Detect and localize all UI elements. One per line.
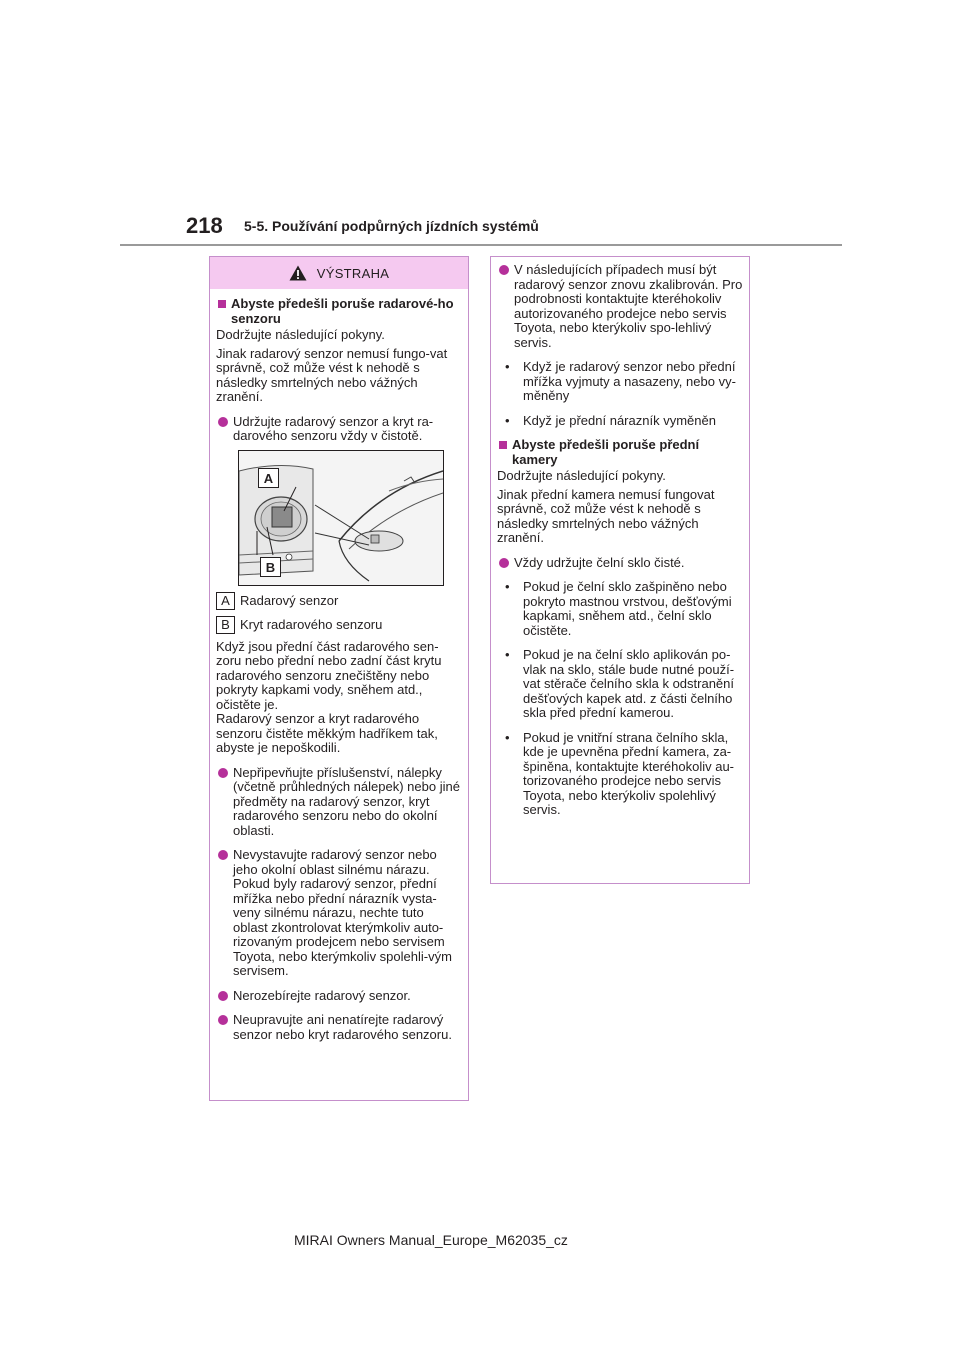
bullet-text: Nevystavujte radarový senzor nebo jeho okolní oblast silnému nárazu. Pokud byly radarový senzor, přední mřížka nebo přední nárazník vysta-veny silnému nárazu, nechte tuto oblast zkontrolovat kterýmkoliv auto-rizovaným prodejcem nebo servisem Toyota, nebo kterýmkoliv spolehli-vým servisem. (233, 847, 452, 978)
small-bullet: • (505, 412, 510, 428)
paragraph: Radarový senzor a kryt radarového senzoru čistěte měkkým hadříkem tak, abyste je nepoškodili. (216, 711, 438, 755)
bullet-text: V následujících případech musí být radarový senzor znovu zkalibrován. Pro podrobnosti kontaktujte kteréhokoliv autorizovaného prodejce nebo servis Toyota, nebo kterýkoliv spo-lehlivý servis. (514, 262, 743, 350)
warning-content-left-2 (210, 592, 468, 1043)
list-text: Když je radarový senzor nebo přední mřížka vyjmuty a nasazeny, nebo vy-měněny (523, 359, 736, 403)
paragraph: Dodržujte následující pokyny. (216, 327, 385, 342)
warning-content-right (491, 257, 749, 818)
warning-header (210, 257, 468, 289)
warning-box-right (490, 256, 750, 884)
square-bullet-icon (499, 441, 507, 449)
small-bullet: • (505, 647, 510, 662)
bullet-item (497, 556, 743, 571)
legend-a-text: Radarový senzor (240, 593, 339, 608)
list-text: Pokud je na čelní sklo aplikován po-vlak na sklo, stále bude nutné použí-vat stěrače čelního skla k odstranění dešťových kapek atd. z části čelního skla před přední kamerou. (523, 647, 735, 720)
warning-triangle-icon (289, 265, 307, 281)
page-number: 218 (186, 213, 223, 238)
dot-list-item (497, 731, 743, 818)
paragraph: Když jsou přední část radarového sen-zoru nebo přední nebo zadní část krytu radarového senzoru znečištěny nebo pokryty kapkami vody, sněhem atd., očistěte je. (216, 638, 442, 712)
small-bullet: • (505, 579, 510, 594)
bullet-item (497, 263, 743, 350)
header-rule (120, 244, 842, 246)
legend-a (216, 592, 462, 610)
dot-list-item (497, 360, 743, 404)
subheading-radar-text: Abyste předešli poruše radarové-ho senzoru (231, 296, 454, 326)
round-bullet-icon (218, 991, 228, 1001)
legend-a-box: A (216, 592, 235, 610)
list-text: Pokud je vnitřní strana čelního skla, kde je upevněna přední kamera, za-špiněna, kontaktujte kteréhokoliv au-torizovaného prodejce nebo servis Toyota, nebo kterýkoliv spolehlivý servis. (523, 729, 735, 817)
dot-list-item (497, 580, 743, 638)
square-bullet-icon (218, 300, 226, 308)
bullet-text: Udržujte radarový senzor a kryt ra-darového senzoru vždy v čistotě. (233, 413, 434, 443)
section-title: 5-5. Používání podpůrných jízdních systémů (244, 218, 539, 234)
dot-list-item (497, 414, 743, 429)
legend-b (216, 616, 462, 634)
round-bullet-icon (218, 768, 228, 778)
subheading-radar (216, 297, 462, 326)
bullet-text: Neupravujte ani nenatírejte radarový senzor nebo kryt radarového senzoru. (233, 1012, 452, 1042)
footer-text: MIRAI Owners Manual_Europe_M62035_cz (294, 1232, 568, 1248)
bullet-item (216, 848, 462, 979)
bullet-item (216, 766, 462, 839)
figure-label-a-box: A (258, 468, 279, 488)
bullet-text: Nepřipevňujte příslušenství, nálepky (včetně průhledných nálepek) nebo jiné předměty na radarový senzor, kryt radarového senzoru nebo do okolní oblasti. (233, 764, 460, 838)
warning-title: VÝSTRAHA (316, 265, 390, 281)
bullet-item (216, 1013, 462, 1042)
warning-box-left (209, 256, 469, 1101)
round-bullet-icon (499, 265, 509, 275)
round-bullet-icon (499, 558, 509, 568)
list-text: Pokud je čelní sklo zašpiněno nebo pokryto mastnou vrstvou, dešťovými kapkami, sněhem atd., čelní sklo očistěte. (523, 579, 732, 638)
paragraph: Jinak radarový senzor nemusí fungo-vat správně, což může vést k nehodě s následky smrtelných nebo vážných zranění. (216, 345, 448, 404)
dot-list-item (497, 648, 743, 721)
bullet-text: Vždy udržujte čelní sklo čisté. (514, 554, 685, 570)
figure-label-b-box: B (260, 557, 281, 577)
bullet-item (216, 989, 462, 1004)
round-bullet-icon (218, 850, 228, 860)
small-bullet: • (505, 359, 510, 374)
legend-b-box: B (216, 616, 235, 634)
round-bullet-icon (218, 417, 228, 427)
small-bullet: • (505, 729, 510, 745)
round-bullet-icon (218, 1015, 228, 1025)
list-text: Když je přední nárazník vyměněn (523, 412, 716, 428)
warning-content-left (210, 289, 468, 586)
subheading-camera (497, 438, 743, 467)
subheading-camera-text: Abyste předešli poruše přední kamery (512, 437, 700, 467)
paragraph: Dodržujte následující pokyny. (497, 468, 666, 483)
bullet-text: Nerozebírejte radarový senzor. (233, 987, 411, 1003)
bullet-item (216, 415, 462, 444)
paragraph: Jinak přední kamera nemusí fungovat správně, což může vést k nehodě s následky smrtelných nebo vážných zranění. (497, 486, 715, 545)
legend-b-text: Kryt radarového senzoru (240, 617, 383, 632)
